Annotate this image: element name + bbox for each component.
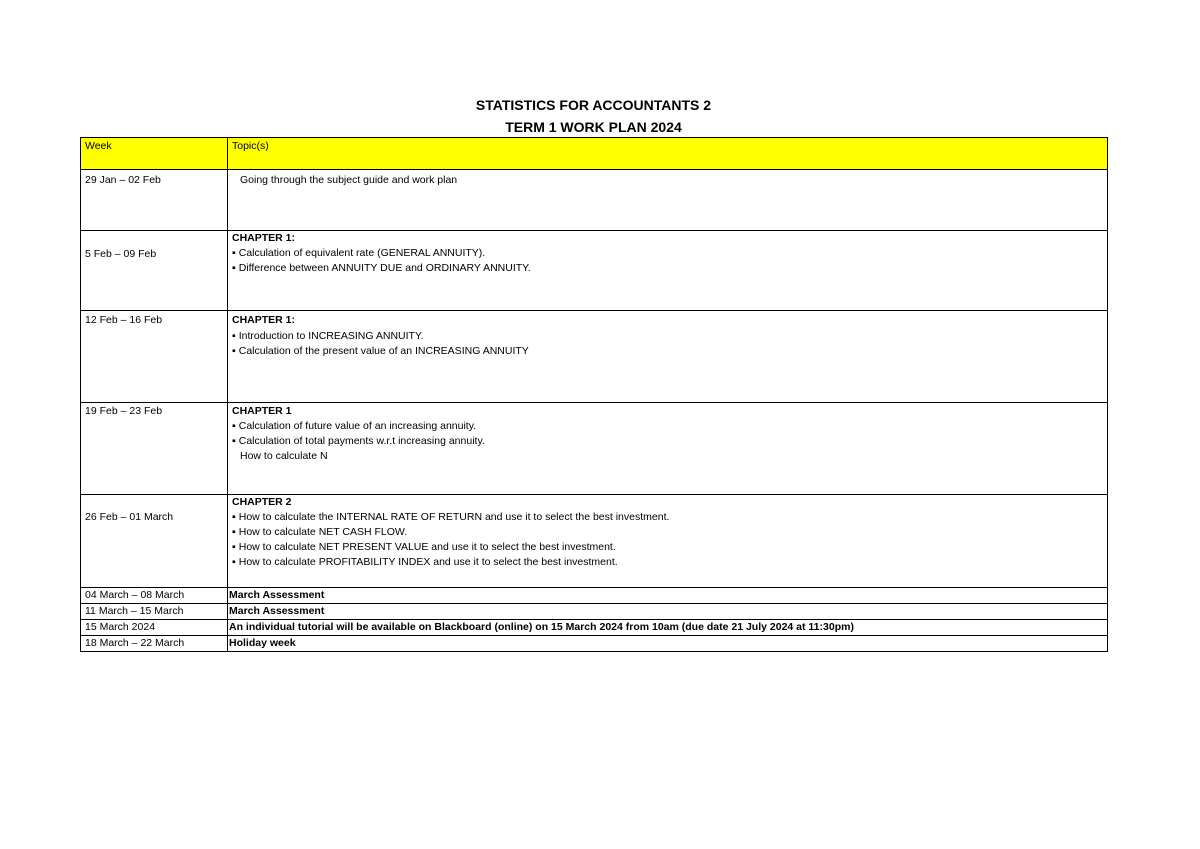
topic-item: ▪ Introduction to INCREASING ANNUITY. (232, 329, 1103, 344)
topic-cell (228, 311, 1108, 403)
table-row (81, 403, 1108, 495)
topic-cell: Holiday week (228, 636, 1108, 652)
week-label: 5 Feb – 09 Feb (85, 248, 157, 260)
week-cell (81, 495, 228, 588)
week-cell: 11 March – 15 March (81, 604, 228, 620)
week-cell (81, 231, 228, 311)
topic-item: ▪ How to calculate the INTERNAL RATE OF RETURN and use it to select the best investment. (232, 510, 1103, 525)
chapter-heading: CHAPTER 1 (232, 405, 292, 417)
topic-item: ▪ How to calculate PROFITABILITY INDEX and use it to select the best investment. (232, 555, 1103, 570)
topic-list (232, 419, 1103, 464)
topic-cell: March Assessment (228, 604, 1108, 620)
topic-item: ▪ Calculation of total payments w.r.t increasing annuity. (232, 434, 1103, 449)
table-row (81, 588, 1108, 604)
topic-item: ▪ Calculation of equivalent rate (GENERAL ANNUITY). (232, 246, 1103, 261)
table-row (81, 495, 1108, 588)
topic-cell (228, 231, 1108, 311)
chapter-heading: CHAPTER 2 (232, 496, 292, 508)
topic-list (232, 510, 1103, 570)
week-label: 26 Feb – 01 March (85, 511, 174, 523)
topic-item: ▪ How to calculate NET CASH FLOW. (232, 525, 1103, 540)
table-row (81, 604, 1108, 620)
topic-cell (228, 495, 1108, 588)
table-row (81, 311, 1108, 403)
week-cell: 29 Jan – 02 Feb (81, 170, 228, 231)
chapter-heading: CHAPTER 1: (232, 232, 296, 244)
week-cell: 19 Feb – 23 Feb (81, 403, 228, 495)
table-header-row (81, 138, 1108, 170)
topic-item: ▪ Difference between ANNUITY DUE and ORDINARY ANNUITY. (232, 261, 1103, 276)
chapter-heading: CHAPTER 1: (232, 314, 296, 326)
table-row (81, 170, 1108, 231)
topic-item: ▪ Calculation of future value of an increasing annuity. (232, 419, 1103, 434)
table-row (81, 636, 1108, 652)
topics-column-header: Topic(s) (228, 138, 1108, 170)
document-subtitle: TERM 1 WORK PLAN 2024 (505, 119, 682, 135)
topic-cell: An individual tutorial will be available on Blackboard (online) on 15 March 2024 from 10am (due date 21 July 2024 at 11:30pm) (228, 620, 1108, 636)
topic-list (232, 329, 1103, 359)
work-plan-table (80, 137, 1108, 652)
topic-item: ▪ Calculation of the present value of an INCREASING ANNUITY (232, 344, 1103, 359)
topic-list (232, 246, 1103, 276)
week-cell: 04 March – 08 March (81, 588, 228, 604)
topic-note: How to calculate N (240, 450, 328, 462)
week-cell: 15 March 2024 (81, 620, 228, 636)
table-row (81, 231, 1108, 311)
topic-item: ▪ How to calculate NET PRESENT VALUE and use it to select the best investment. (232, 540, 1103, 555)
week-cell: 12 Feb – 16 Feb (81, 311, 228, 403)
week-column-header: Week (81, 138, 228, 170)
week-cell: 18 March – 22 March (81, 636, 228, 652)
topic-text: Going through the subject guide and work plan (240, 174, 458, 186)
document-title: STATISTICS FOR ACCOUNTANTS 2 (475, 97, 712, 113)
topic-cell: March Assessment (228, 588, 1108, 604)
topic-cell (228, 170, 1108, 231)
table-row (81, 620, 1108, 636)
topic-cell (228, 403, 1108, 495)
